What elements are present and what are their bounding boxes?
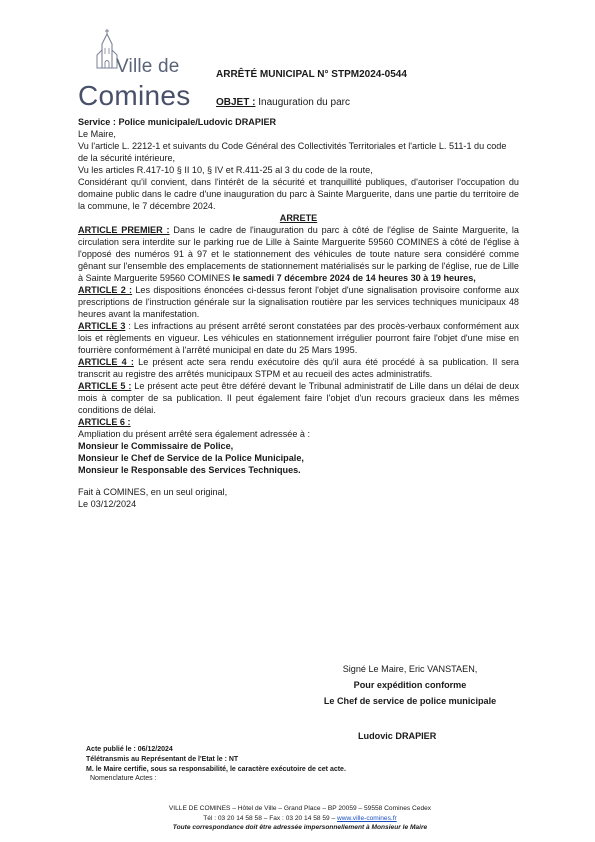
considerant-paragraph: Considérant qu'il convient, dans l'intérêt de la sécurité et tranquillité publiques, d'autoriser l'occupation du domaine public dans le cadre d'une inauguration du parc à Sainte Marguerite, dans une partie du territoire de la commune, le 7 décembre 2024.	[78, 177, 519, 211]
city-logo	[76, 24, 196, 110]
article-5-text: Le présent acte peut être déféré devant le Tribunal administratif de Lille dans un délai de deux mois à compter de sa publication. Il peut également faire l'objet d'un recours gracieux dans les mêmes conditions de délai.	[78, 381, 520, 415]
article-3-label: ARTICLE 3	[78, 321, 126, 331]
footer-notice: Toute correspondance doit être adressée impersonnellement à Monsieur le Maire	[172, 824, 428, 832]
decree-body	[78, 116, 519, 510]
recipient-item: Monsieur le Commissaire de Police,	[78, 441, 234, 451]
footer-website-link[interactable]: www.ville-comines.fr	[337, 814, 397, 822]
footer-address: VILLE DE COMINES – Hôtel de Ville – Grand Place – BP 20059 – 59558 Comines Cedex	[168, 805, 432, 812]
recipient-item: Monsieur le Responsable des Services Techniques.	[78, 465, 301, 475]
recipients-list	[78, 440, 519, 476]
vu-paragraph-1: Vu l'article L. 2212-1 et suivants du Code Général des Collectivités Territoriales et l'article L. 511-1 du code de la sécurité intérieure,	[78, 141, 507, 163]
decree-subject	[216, 96, 350, 109]
footer-contact	[60, 814, 540, 824]
decree-title: ARRÊTÉ MUNICIPAL N° STPM2024-0544	[216, 69, 407, 80]
logo-ville-text: Ville de	[116, 56, 180, 77]
article-1-text: Dans le cadre de l'inauguration du parc à côté de l'église de Sainte Marguerite, la circulation sera interdite sur le parking rue de Lille à Sainte Marguerite 59560 COMINES à côté de l'église à l'opposé des numéros 91 à 97 et le stationnement des véhicules de toute nature sera considéré comme gênant sur l'ensemble des emplacements de stationnement matérialisés sur le parking de l'église, rue de Lille à Sainte Marguerite 59560 COMINES	[78, 225, 519, 283]
note-nomenclature: Nomenclature Actes :	[90, 775, 157, 783]
fait-line: Fait à COMINES, en un seul original,	[78, 487, 228, 497]
signature-mayor: Signé Le Maire, Eric VANSTAEN,	[342, 664, 478, 674]
le-maire: Le Maire,	[78, 129, 116, 139]
footer-tel: Tél : 03 20 14 58 58 – Fax : 03 20 14 58 59 –	[203, 814, 338, 822]
arrete-heading: ARRETE	[279, 213, 318, 223]
publication-notes	[86, 745, 346, 784]
article-4-label: ARTICLE 4 :	[78, 357, 134, 367]
logo-comines-text: Comines	[78, 80, 191, 111]
date-line: Le 03/12/2024	[78, 499, 137, 509]
signature-chief: Le Chef de service de police municipale	[323, 696, 497, 706]
note-published: Acte publié le : 06/12/2024	[86, 746, 173, 753]
article-2	[78, 284, 519, 320]
vu-paragraph-2: Vu les articles R.417-10 § II 10, § IV et R.411-25 al 3 du code de la route,	[78, 165, 373, 175]
note-certified: M. le Maire certifie, sous sa responsabilité, le caractère exécutoire de cet acte.	[86, 765, 346, 773]
signature-expedition: Pour expédition conforme	[353, 680, 467, 690]
article-4	[78, 356, 519, 380]
article-4-text: Le présent acte sera rendu exécutoire dès qu'il aura été procédé à sa publication. Il sera transcrit au registre des arrêtés municipaux STPM et au recueil des actes administratifs.	[78, 357, 519, 379]
article-1	[78, 224, 519, 284]
recipient-item: Monsieur le Chef de Service de la Police Municipale,	[78, 453, 304, 463]
article-2-text: Les dispositions énoncées ci-dessus feront l'objet d'une signalisation provisoire conforme aux prescriptions de l'instruction générale sur la signalisation routière par les services techniques municipaux 48 heures avant la manifestation.	[78, 285, 519, 319]
article-5	[78, 380, 519, 416]
article-6-label: ARTICLE 6 :	[78, 417, 131, 427]
service-line: Service : Police municipale/Ludovic DRAPIER	[78, 117, 277, 127]
note-transmitted: Télétransmis au Représentant de l'Etat le : NT	[86, 755, 239, 763]
article-2-label: ARTICLE 2 :	[78, 285, 133, 295]
subject-text: Inauguration du parc	[255, 97, 350, 108]
article-1-date: le samedi 7 décembre 2024 de 14 heures 30 à 19 heures,	[232, 273, 476, 283]
article-5-label: ARTICLE 5 :	[78, 381, 132, 391]
article-6	[78, 416, 519, 428]
article-3	[78, 320, 519, 356]
signatory-name: Ludovic DRAPIER	[358, 731, 437, 741]
signature-block	[300, 663, 520, 711]
subject-label: OBJET :	[216, 97, 256, 108]
article-3-text: : Les infractions au présent arrêté seront constatées par des procès-verbaux conformément aux lois et règlements en vigueur. Les véhicules en stationnement irrégulier pourront faire l'objet d'une mise en fourrière conformément à l'arrêté municipal en date du 25 Mars 1995.	[78, 321, 519, 355]
ampliation-line: Ampliation du présent arrêté sera également adressée à :	[78, 429, 311, 439]
page-footer	[60, 804, 540, 833]
article-1-label: ARTICLE PREMIER :	[78, 225, 170, 235]
